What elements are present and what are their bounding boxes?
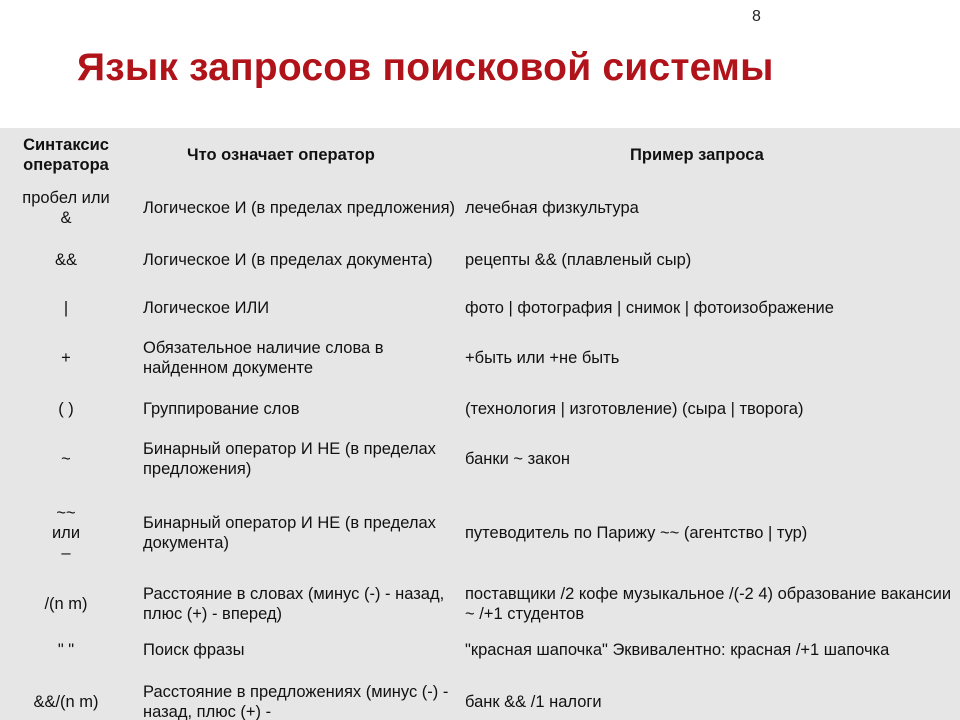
syntax-cell: /(n m) xyxy=(44,595,88,613)
syntax-cell: &&/(n m) xyxy=(33,693,99,711)
table-row xyxy=(0,432,960,486)
table-row xyxy=(0,286,960,330)
table-row xyxy=(0,234,960,286)
table-row xyxy=(0,486,960,580)
syntax-cell: ( ) xyxy=(58,400,74,418)
table-row xyxy=(0,580,960,628)
example-cell: банк && /1 налоги xyxy=(465,693,602,711)
meaning-cell: Логическое И (в пределах документа) xyxy=(143,251,433,269)
table-row xyxy=(0,386,960,432)
meaning-cell: Расстояние в предложениях (минус (-) - назад, плюс (+) - xyxy=(143,683,449,720)
syntax-cell: " " xyxy=(57,641,75,659)
meaning-cell: Логическое ИЛИ xyxy=(143,299,270,317)
table-row xyxy=(0,182,960,234)
example-cell: рецепты && (плавленый сыр) xyxy=(465,251,692,269)
syntax-cell: ~~ или – xyxy=(51,504,81,562)
meaning-cell: Бинарный оператор И НЕ (в пределах предложения) xyxy=(143,440,436,478)
meaning-cell: Группирование слов xyxy=(143,400,300,418)
example-cell: +быть или +не быть xyxy=(465,349,620,367)
header-example: Пример запроса xyxy=(630,146,764,164)
syntax-cell: && xyxy=(54,251,77,269)
meaning-cell: Поиск фразы xyxy=(143,641,245,659)
meaning-cell: Логическое И (в пределах предложения) xyxy=(143,199,456,217)
page-number: 8 xyxy=(752,8,761,25)
syntax-cell: ~ xyxy=(61,450,71,468)
operators-table xyxy=(0,128,960,720)
table-row xyxy=(0,330,960,386)
table-row xyxy=(0,628,960,672)
slide-title: Язык запросов поисковой системы xyxy=(77,46,774,89)
header-meaning: Что означает оператор xyxy=(187,146,375,164)
meaning-cell: Расстояние в словах (минус (-) - назад, плюс (+) - вперед) xyxy=(143,585,445,623)
example-cell: банки ~ закон xyxy=(465,450,571,468)
example-cell: поставщики /2 кофе музыкальное /(-2 4) образование вакансии ~ /+1 студентов xyxy=(465,585,952,623)
example-cell: фото | фотография | снимок | фотоизображение xyxy=(465,299,834,317)
meaning-cell: Обязательное наличие слова в найденном документе xyxy=(143,339,384,377)
syntax-cell: + xyxy=(61,349,71,367)
syntax-cell: | xyxy=(63,299,69,317)
example-cell: лечебная физкультура xyxy=(465,199,639,217)
syntax-cell: пробел или & xyxy=(22,189,110,227)
example-cell: путеводитель по Парижу ~~ (агентство | тур) xyxy=(465,524,808,542)
header-syntax: Синтаксис оператора xyxy=(23,136,109,174)
example-cell: (технология | изготовление) (сыра | творога) xyxy=(465,400,804,418)
table-row xyxy=(0,672,960,720)
meaning-cell: Бинарный оператор И НЕ (в пределах документа) xyxy=(143,514,436,552)
example-cell: "красная шапочка" Эквивалентно: красная /+1 шапочка xyxy=(465,641,890,659)
table-header-row xyxy=(0,128,960,182)
operators-table-container xyxy=(0,128,960,720)
